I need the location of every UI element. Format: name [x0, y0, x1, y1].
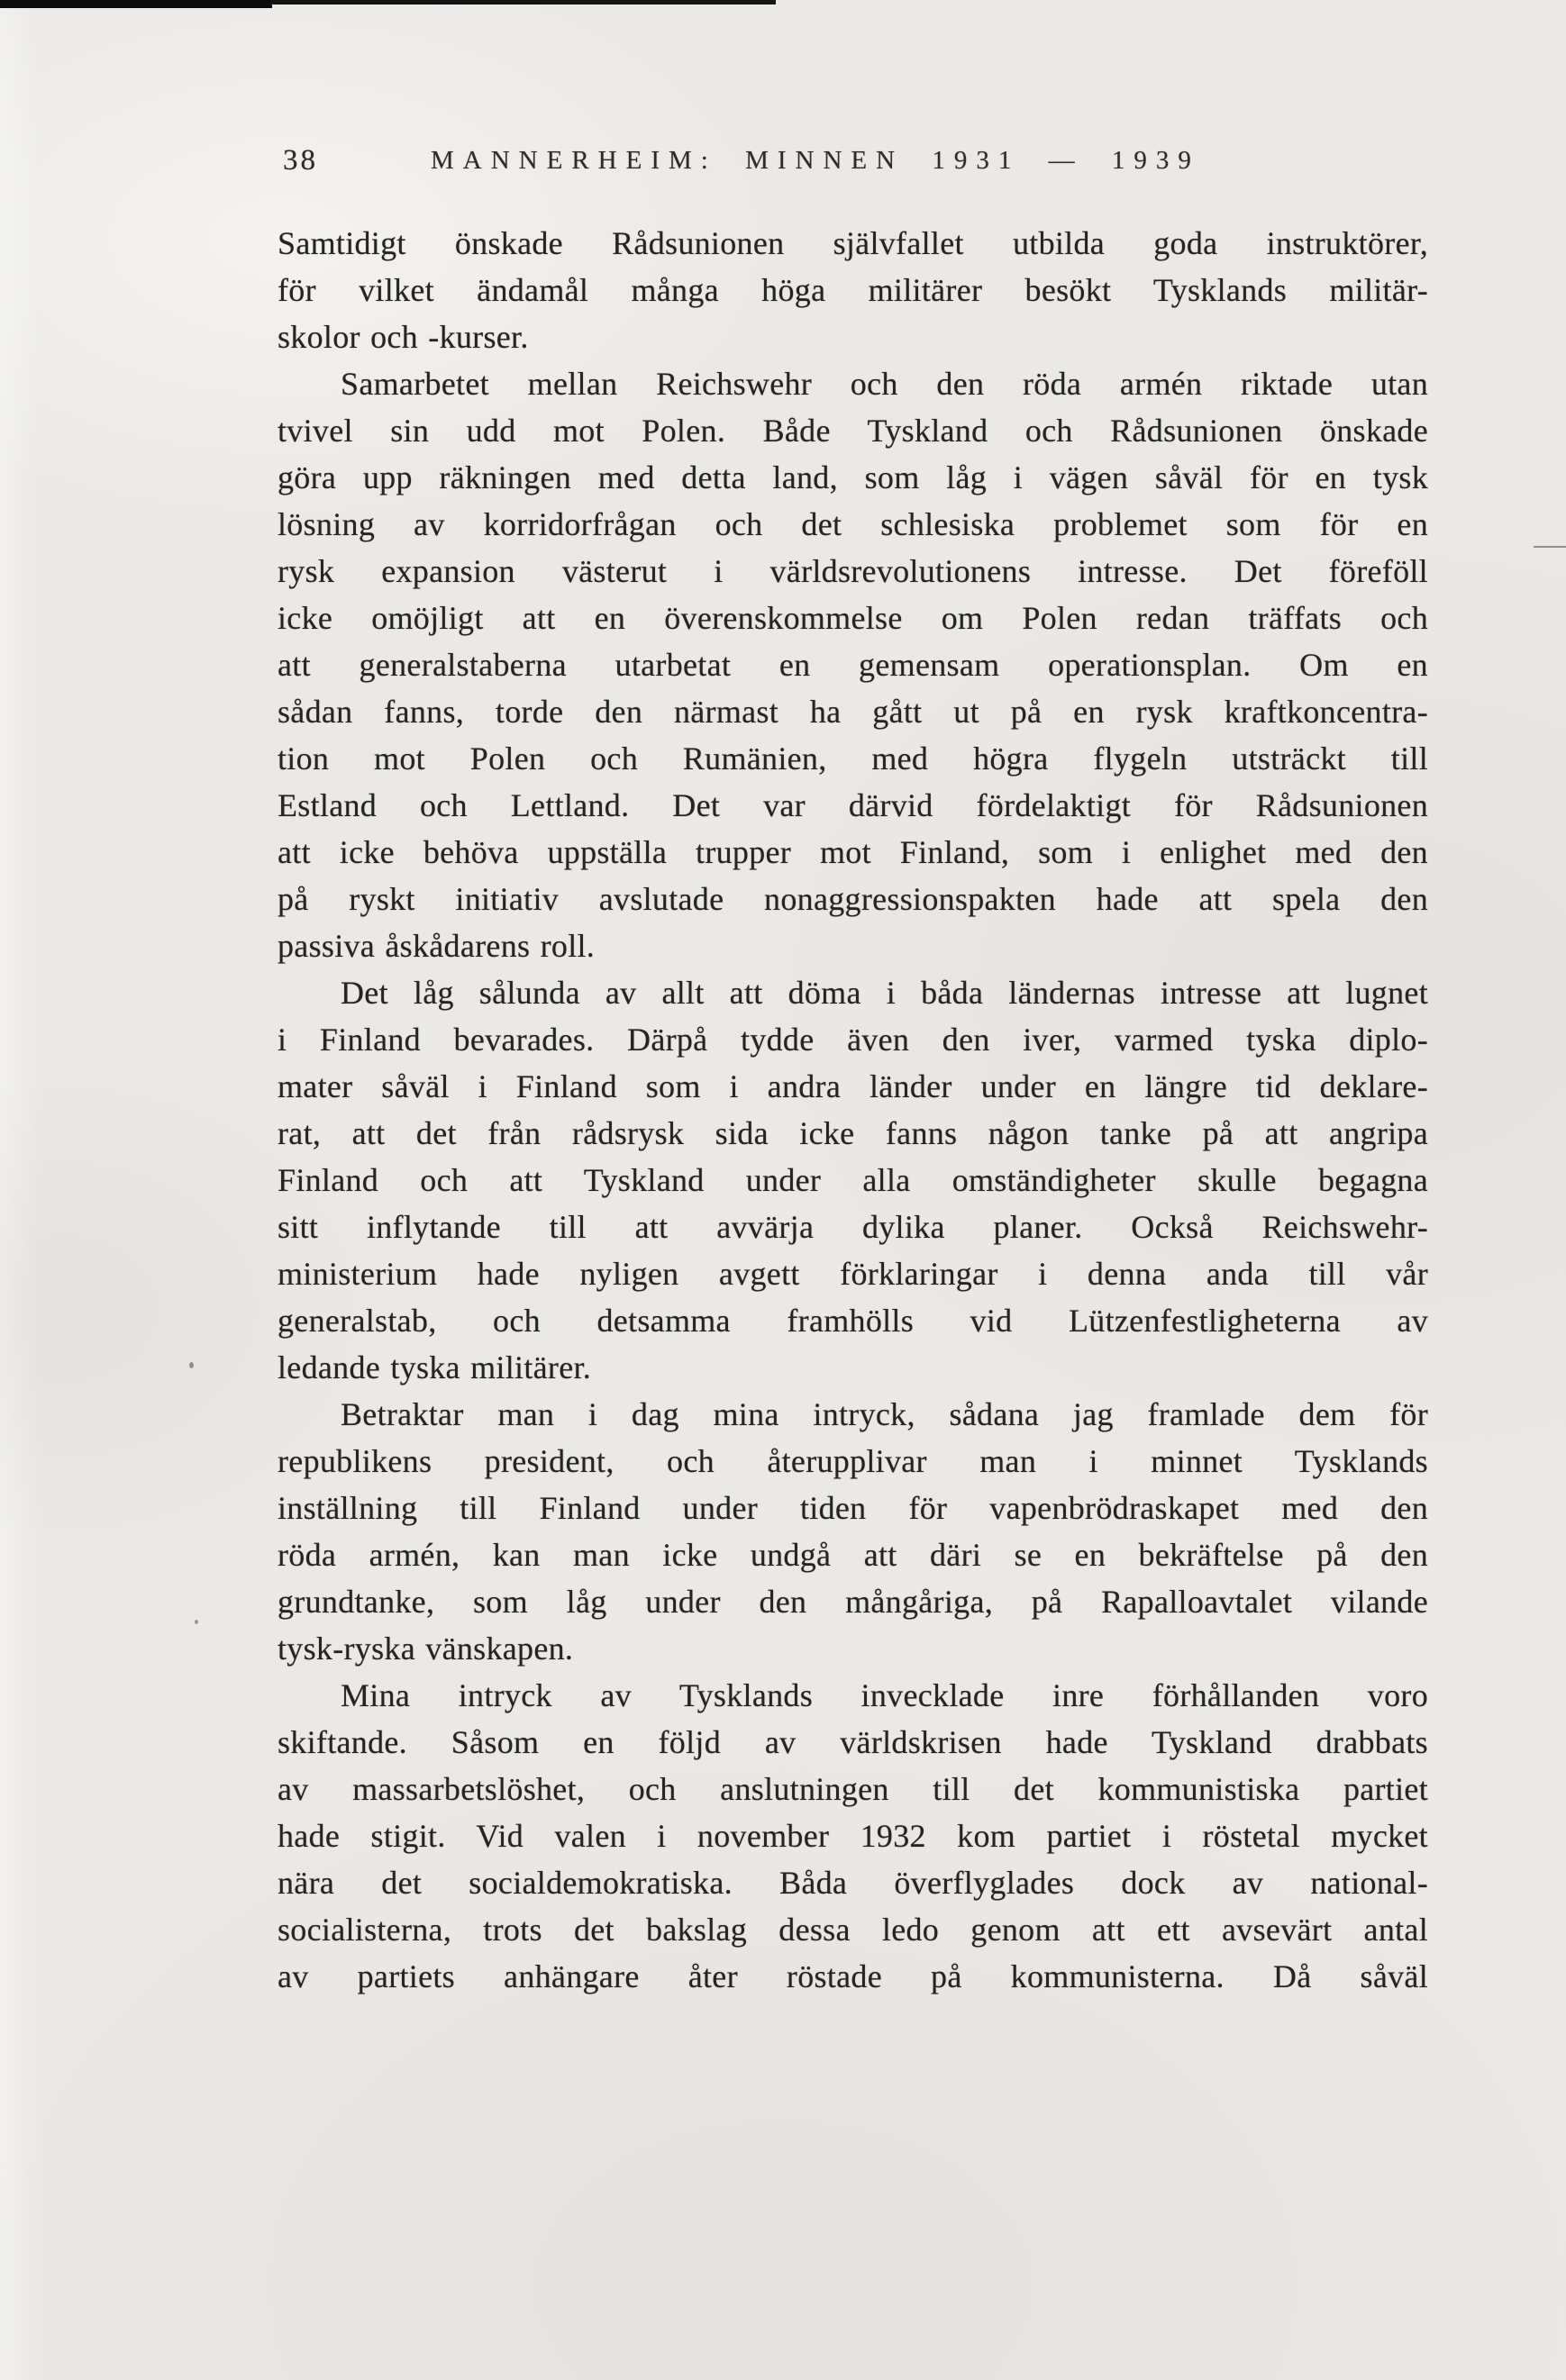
page-number: 38	[283, 144, 318, 177]
text-line: tvivel sin udd mot Polen. Både Tyskland och Rådsunionen önskade	[278, 413, 1428, 449]
text-line: hade stigit. Vid valen i november 1932 kom partiet i röstetal mycket	[278, 1818, 1428, 1854]
text-line: tysk-ryska vänskapen.	[278, 1631, 574, 1667]
text-line: passiva åskådarens roll.	[278, 928, 596, 964]
text-line: av massarbetslöshet, och anslutningen till det kommunistiska partiet	[278, 1771, 1428, 1807]
text-line: för vilket ändamål många höga militärer besökt Tysklands militär-	[278, 272, 1428, 308]
text-line: lösning av korridorfrågan och det schlesiska problemet som för en	[278, 506, 1428, 542]
text-line: socialisterna, trots det bakslag dessa ledo genom att ett avsevärt antal	[278, 1912, 1428, 1948]
text-line: rat, att det från rådsrysk sida icke fanns någon tanke på att angripa	[278, 1115, 1428, 1151]
scan-artifact-dash	[1534, 546, 1566, 548]
text-line: att icke behöva uppställa trupper mot Finland, som i enlighet med den	[278, 834, 1428, 870]
text-line: tion mot Polen och Rumänien, med högra flygeln utsträckt till	[278, 740, 1428, 777]
page-header	[278, 142, 1428, 182]
running-title: MANNERHEIM: MINNEN 1931 — 1939	[431, 146, 1200, 175]
text-line: mater såväl i Finland som i andra länder under en längre tid deklare-	[278, 1068, 1428, 1104]
text-line: icke omöjligt att en överenskommelse om Polen redan träffats och	[278, 600, 1428, 636]
text-line: Estland och Lettland. Det var därvid fördelaktigt för Rådsunionen	[278, 787, 1428, 823]
text-line: sitt inflytande till att avvärja dylika planer. Också Reichswehr-	[278, 1209, 1428, 1245]
text-line: att generalstaberna utarbetat en gemensam operationsplan. Om en	[278, 647, 1428, 683]
scan-edge-bar-thick	[0, 0, 272, 8]
page-body	[278, 220, 1428, 2000]
text-line: ledande tyska militärer.	[278, 1349, 592, 1385]
text-line: göra upp räkningen med detta land, som låg i vägen såväl för en tysk	[278, 459, 1428, 495]
text-line: skiftande. Såsom en följd av världskrisen hade Tyskland drabbats	[278, 1724, 1428, 1760]
text-line: ministerium hade nyligen avgett förklaringar i denna anda till vår	[278, 1256, 1428, 1292]
text-line: Samarbetet mellan Reichswehr och den röda armén riktade utan	[341, 366, 1428, 402]
text-line: skolor och -kurser.	[278, 319, 529, 355]
text-line: Finland och att Tyskland under alla omständigheter skulle begagna	[278, 1162, 1428, 1198]
text-line: Det låg sålunda av allt att döma i båda ländernas intresse att lugnet	[341, 975, 1428, 1011]
text-line: inställning till Finland under tiden för vapenbrödraskapet med den	[278, 1490, 1428, 1526]
text-line: i Finland bevarades. Därpå tydde även den iver, varmed tyska diplo-	[278, 1022, 1428, 1058]
text-line: rysk expansion västerut i världsrevolutionens intresse. Det föreföll	[278, 553, 1428, 589]
text-line: generalstab, och detsamma framhölls vid Lützenfestligheterna av	[278, 1303, 1428, 1339]
text-line: Mina intryck av Tysklands invecklade inre förhållanden voro	[341, 1677, 1428, 1713]
text-line: republikens president, och återupplivar man i minnet Tysklands	[278, 1443, 1428, 1479]
scan-artifact-speck	[195, 1620, 198, 1624]
text-line: Samtidigt önskade Rådsunionen självfallet utbilda goda instruktörer,	[278, 225, 1428, 261]
text-line: Betraktar man i dag mina intryck, sådana jag framlade dem för	[341, 1396, 1428, 1432]
text-line: nära det socialdemokratiska. Båda överflyglades dock av national-	[278, 1865, 1428, 1901]
text-line: röda armén, kan man icke undgå att däri se en bekräftelse på den	[278, 1537, 1428, 1573]
text-line: av partiets anhängare åter röstade på kommunisterna. Då såväl	[278, 1958, 1428, 1994]
scan-artifact-speck	[189, 1362, 194, 1368]
text-line: grundtanke, som låg under den mångåriga, på Rapalloavtalet vilande	[278, 1584, 1428, 1620]
text-line: på ryskt initiativ avslutade nonaggressionspakten hade att spela den	[278, 881, 1428, 917]
text-line: sådan fanns, torde den närmast ha gått ut på en rysk kraftkoncentra-	[278, 694, 1428, 730]
